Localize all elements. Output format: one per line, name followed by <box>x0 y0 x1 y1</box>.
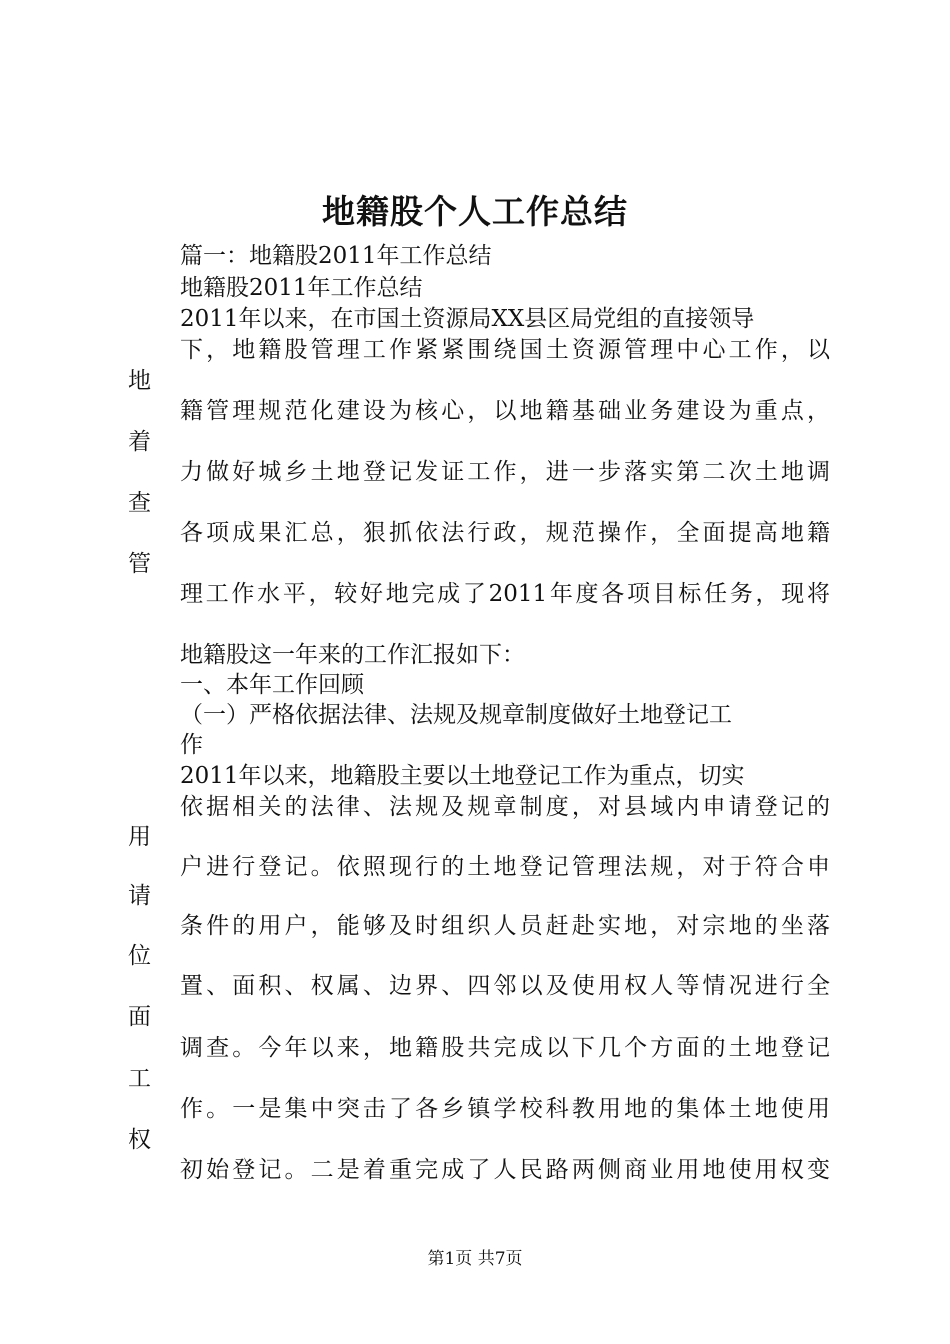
text-line: 户进行登记。依照现行的土地登记管理法规，对于符合申 <box>180 854 830 880</box>
margin-char: 面 <box>128 1004 151 1030</box>
text-line: 力做好城乡土地登记发证工作，进一步落实第二次土地调 <box>180 459 830 485</box>
text-line: 2011年以来，在市国土资源局XX县区局党组的直接领导 <box>180 306 755 332</box>
text-line: 2011年以来，地籍股主要以土地登记工作为重点，切实 <box>180 763 745 789</box>
text-line: 作 <box>180 732 203 758</box>
text-line: 地籍股2011年工作总结 <box>180 275 423 301</box>
text-line: （一）严格依据法律、法规及规章制度做好土地登记工 <box>180 702 732 728</box>
margin-char: 工 <box>128 1066 151 1092</box>
text-line: 作。一是集中突击了各乡镇学校科教用地的集体土地使用 <box>180 1096 830 1122</box>
text-line: 篇一：地籍股2011年工作总结 <box>180 243 492 269</box>
text-line: 初始登记。二是着重完成了人民路两侧商业用地使用权变 <box>180 1157 830 1183</box>
text-line: 依据相关的法律、法规及规章制度，对县域内申请登记的 <box>180 794 830 820</box>
margin-char: 位 <box>128 943 151 969</box>
text-line: 调查。今年以来，地籍股共完成以下几个方面的土地登记 <box>180 1035 830 1061</box>
text-line: 籍管理规范化建设为核心，以地籍基础业务建设为重点， <box>180 398 830 424</box>
margin-char: 管 <box>128 551 151 577</box>
text-line: 各项成果汇总，狠抓依法行政，规范操作，全面提高地籍 <box>180 520 830 546</box>
text-line: 下，地籍股管理工作紧紧围绕国土资源管理中心工作，以 <box>180 337 830 363</box>
text-line: 理工作水平，较好地完成了2011年度各项目标任务，现将 <box>180 581 830 607</box>
text-line: 条件的用户，能够及时组织人员赶赴实地，对宗地的坐落 <box>180 913 830 939</box>
text-line: 置、面积、权属、边界、四邻以及使用权人等情况进行全 <box>180 973 830 999</box>
margin-char: 请 <box>128 883 151 909</box>
margin-char: 地 <box>128 368 151 394</box>
text-line: 一、本年工作回顾 <box>180 672 364 698</box>
document-title: 地籍股个人工作总结 <box>322 192 628 231</box>
margin-char: 用 <box>128 824 151 850</box>
margin-char: 查 <box>128 490 151 516</box>
page-footer: 第1页 共7页 <box>427 1249 523 1269</box>
margin-char: 权 <box>128 1127 151 1153</box>
text-line: 地籍股这一年来的工作汇报如下： <box>180 642 525 668</box>
margin-char: 着 <box>128 429 151 455</box>
